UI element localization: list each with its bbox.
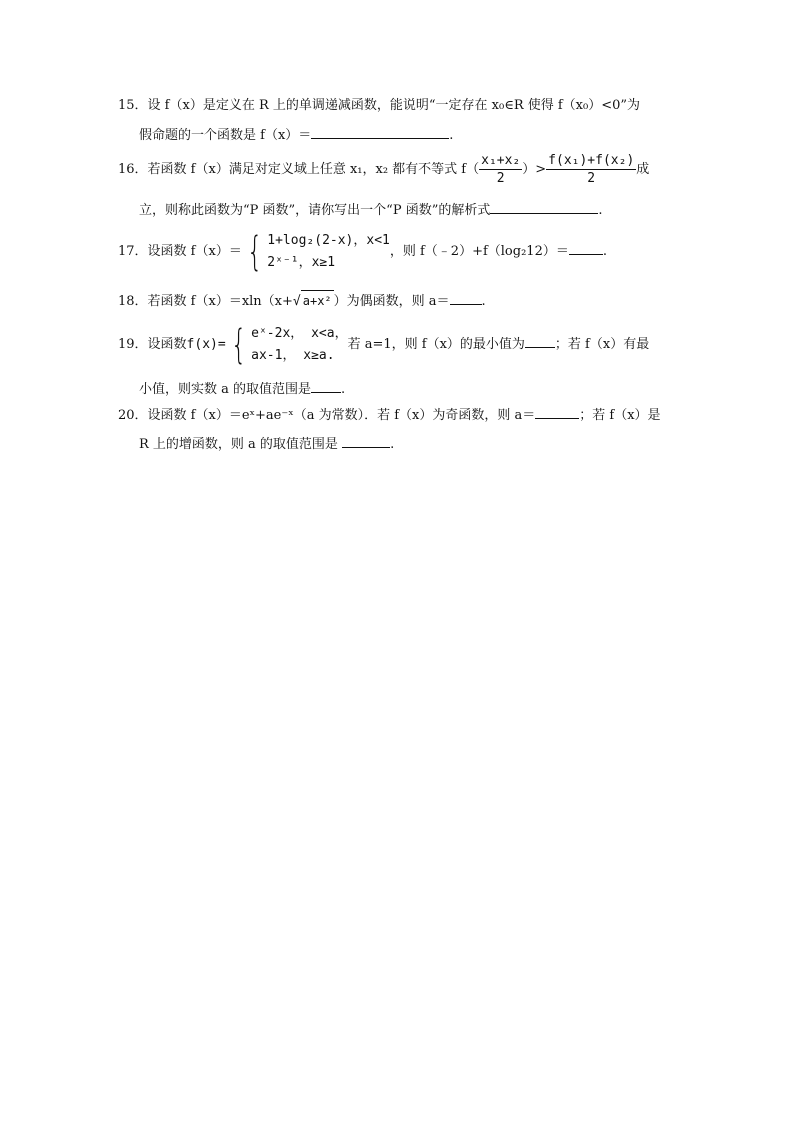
sqrt-icon: √ (292, 294, 301, 309)
period: . (390, 437, 395, 452)
answer-blank[interactable] (490, 200, 598, 214)
question-text: 若函数 f（x）满足对定义域上任意 x₁，x₂ 都有不等式 f（ (147, 162, 480, 177)
answer-blank[interactable] (535, 405, 579, 419)
left-brace-icon: { (246, 228, 263, 275)
fraction-denominator: 2 (496, 171, 505, 186)
answer-blank[interactable] (311, 125, 449, 139)
question-text: 设函数f(x)= (147, 337, 226, 352)
fraction-numerator: f(x₁)+f(x₂) (548, 153, 635, 168)
fraction-mean-f (546, 152, 636, 187)
question-16-line1 (118, 150, 678, 190)
case-2: 2ˣ⁻¹，x≥1 (267, 254, 336, 270)
question-20-line2 (139, 434, 699, 455)
fraction-denominator: 2 (587, 171, 596, 186)
question-15-line1 (118, 96, 678, 116)
question-text: 立，则称此函数为“P 函数”，请你写出一个“P 函数”的解析式 (139, 203, 491, 218)
case-1: eˣ-2x， x<a， (251, 325, 348, 341)
question-text: 成 (636, 162, 650, 177)
greater-than: ）> (522, 162, 547, 177)
question-19-line1 (118, 320, 678, 370)
piecewise-cases (267, 230, 390, 274)
period: . (602, 244, 607, 259)
question-number: 20． (118, 408, 148, 423)
question-text: 若 a=1，则 f（x）的最小值为 (347, 337, 525, 352)
question-number: 15． (118, 98, 148, 113)
question-number: 18． (118, 294, 148, 309)
answer-blank[interactable] (569, 241, 603, 255)
question-text: 小值，则实数 a 的取值范围是 (139, 382, 312, 397)
question-text: ；若 f（x）有最 (554, 337, 650, 352)
period: . (481, 294, 486, 309)
question-18 (118, 290, 678, 312)
question-20-line1 (118, 405, 678, 426)
period: . (341, 382, 346, 397)
case-2: ax-1， x≥a. (251, 347, 335, 363)
answer-blank[interactable] (311, 379, 341, 393)
question-text: R 上的增函数，则 a 的取值范围是 (139, 437, 343, 452)
question-text: ；若 f（x）是 (579, 408, 661, 423)
question-19-line2 (139, 379, 699, 400)
question-text: 若函数 f（x）＝xln（x+ (147, 294, 293, 309)
question-15-line2 (139, 125, 699, 146)
question-text: 假命题的一个函数是 f（x）＝ (139, 128, 312, 143)
left-brace-icon: { (230, 321, 247, 368)
answer-blank[interactable] (342, 434, 390, 448)
answer-blank[interactable] (525, 334, 555, 348)
question-text: 设函数 f（x）＝eˣ+ae⁻ˣ（a 为常数）．若 f（x）为奇函数，则 a＝ (147, 408, 536, 423)
piecewise-cases (251, 323, 347, 367)
question-number: 16． (118, 162, 148, 177)
fraction-mean-x (479, 152, 522, 187)
period: . (598, 203, 603, 218)
fraction-numerator: x₁+x₂ (481, 153, 521, 168)
question-number: 19． (118, 337, 148, 352)
answer-blank[interactable] (450, 291, 482, 305)
period: . (449, 128, 454, 143)
question-text: 设 f（x）是定义在 R 上的单调递减函数，能说明“一定存在 x₀∈R 使得 f（x₀）<0”为 (147, 98, 641, 113)
question-number: 17． (118, 244, 148, 259)
sqrt-radicand: a+x² (301, 290, 334, 311)
case-1: 1+log₂(2-x)，x<1 (267, 232, 390, 248)
question-16-line2 (139, 200, 699, 221)
question-text: ，则 f（﹣2）+f（log₂12）＝ (389, 244, 569, 259)
question-17 (118, 226, 678, 278)
question-text: 设函数 f（x）＝ (147, 244, 242, 259)
question-text: ）为偶函数，则 a＝ (333, 294, 450, 309)
